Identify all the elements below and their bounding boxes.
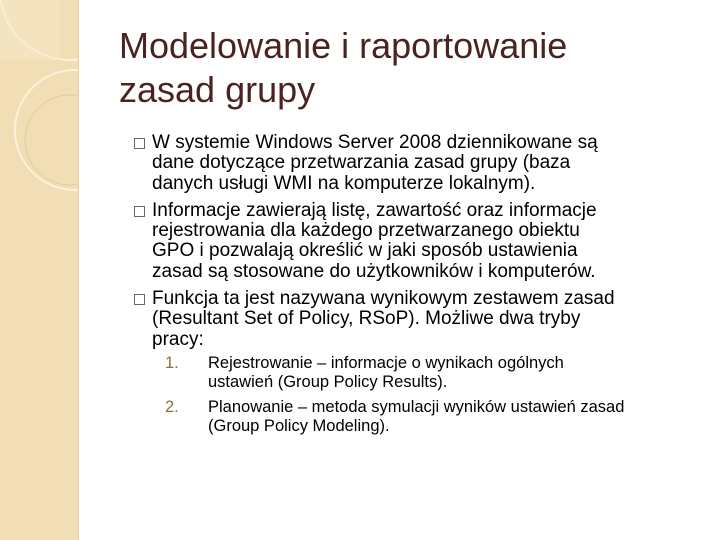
bullet-text: rejestrowania dla każdego przetwarzanego obiektu [152,220,580,242]
bullet-item [134,289,624,436]
bullet-text: (Resultant Set of Policy, RSoP). Możliwe dwa tryby [152,308,581,330]
bullet-text: zasad są stosowane do użytkowników i komputerów. [152,260,596,282]
number-marker: 2. [165,397,179,416]
numbered-text: Planowanie – metoda symulacji wyników ustawień zasad [208,397,625,416]
numbered-list [152,354,624,436]
slide-title [119,24,567,112]
title-line: zasad grupy [119,69,316,110]
bullet-item [134,133,624,194]
numbered-text: ustawień (Group Policy Results). [208,372,448,391]
bullet-list [134,133,624,443]
decorative-sidebar [0,0,79,540]
square-bullet-icon [134,206,145,217]
title-line: Modelowanie i raportowanie [119,25,568,66]
bullet-text: dane dotyczące przetwarzania zasad grupy (baza [152,152,571,174]
bullet-text: danych usługi WMI na komputerze lokalnym). [152,172,536,194]
square-bullet-icon [134,138,145,149]
numbered-text: Rejestrowanie – informacje o wynikach ogólnych [208,353,564,372]
numbered-item [152,354,624,392]
numbered-text: (Group Policy Modeling). [208,416,390,435]
square-bullet-icon [134,294,145,305]
bullet-text: W systemie Windows Server 2008 dziennikowane są [152,132,598,153]
bullet-item [134,201,624,282]
bullet-text: Funkcja ta jest nazywana wynikowym zestawem zasad [152,288,615,310]
bullet-text: GPO i pozwalają określić w jaki sposób ustawienia [152,240,578,262]
number-marker: 1. [165,353,179,372]
bullet-text: pracy: [152,328,204,350]
numbered-item [152,398,624,436]
decorative-circles [0,0,78,540]
bullet-text: Informacje zawierają listę, zawartość oraz informacje [152,199,597,221]
